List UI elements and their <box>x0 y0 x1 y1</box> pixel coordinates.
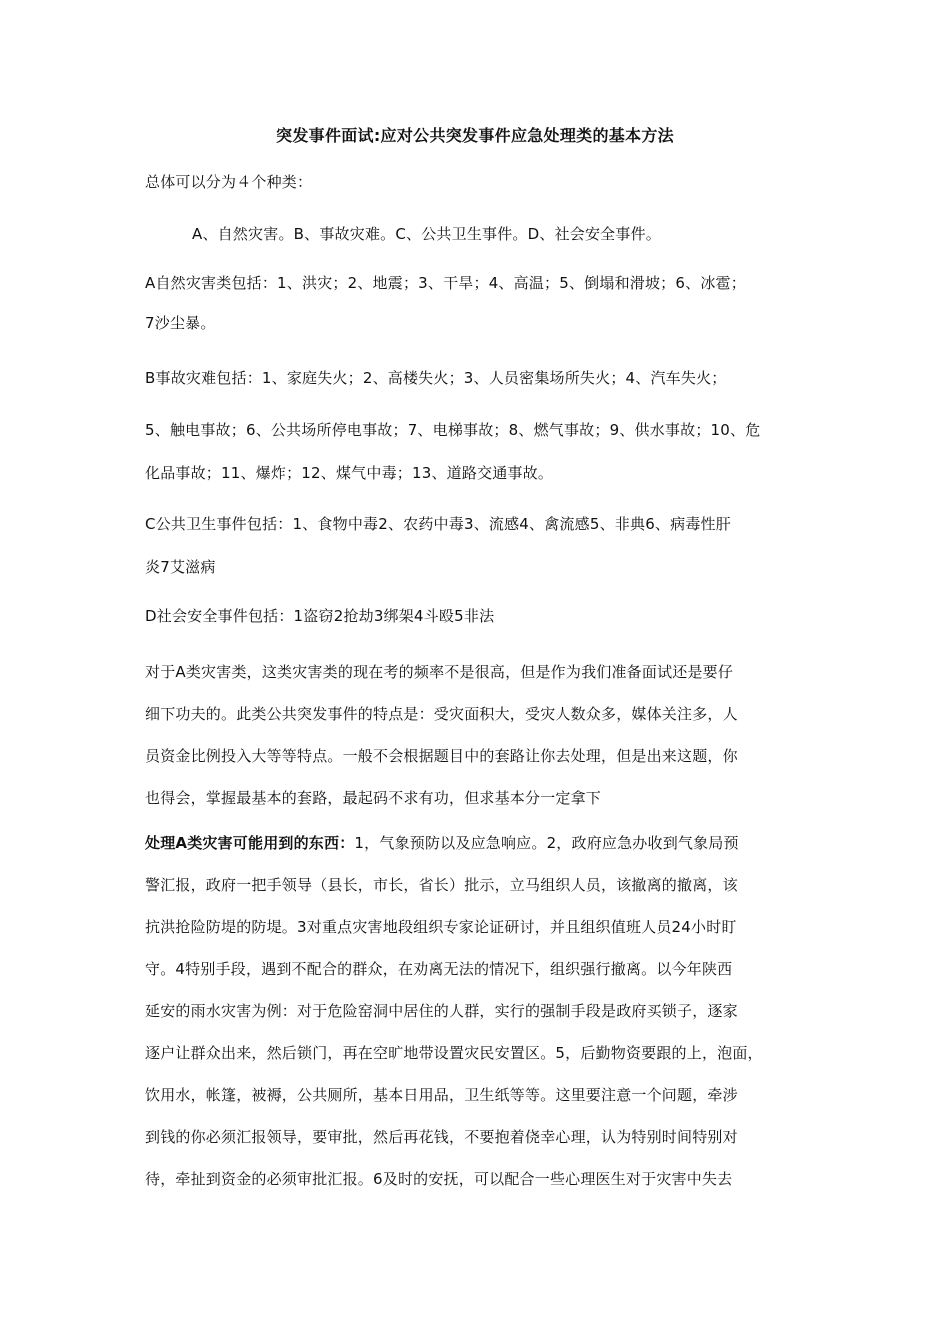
category-a-line-2: 7沙尘暴。 <box>145 314 216 332</box>
a-handling-line-8: 到钱的你必须汇报领导，要审批，然后再花钱，不要抱着侥幸心理，认为特别时间特别对 <box>145 1128 738 1146</box>
a-handling-lead: 处理A类灾害可能用到的东西： <box>145 834 355 852</box>
categories-paragraph <box>192 222 857 246</box>
intro-paragraph <box>145 170 810 194</box>
a-handling-line-7: 饮用水，帐篷，被褥，公共厕所，基本日用品，卫生纸等等。这里要注意一个问题，牵涉 <box>145 1086 738 1104</box>
category-b-heading-paragraph <box>145 366 810 390</box>
a-handling-line-3: 抗洪抢险防堤的防堤。3对重点灾害地段组织专家论证研讨，并且组织值班人员24小时盯 <box>145 918 737 936</box>
category-a-line-1: A自然灾害类包括：1、洪灾；2、地震；3、干旱；4、高温；5、倒塌和滑坡；6、冰雹； <box>145 274 746 292</box>
category-b-line-1: B事故灾难包括：1、家庭失火；2、高楼失火；3、人员密集场所失火；4、汽车失火； <box>145 369 727 387</box>
category-b-line-2: 5、触电事故；6、公共场所停电事故；7、电梯事故；8、燃气事故；9、供水事故；10、危 <box>145 421 761 439</box>
category-c-line-2: 炎7艾滋病 <box>145 558 216 576</box>
category-d-line: D社会安全事件包括：1盗窃2抢劫3绑架4斗殴5非法 <box>145 607 495 625</box>
category-c-paragraph <box>145 503 810 589</box>
category-b-line-3: 化品事故；11、爆炸；12、煤气中毒；13、道路交通事故。 <box>145 464 554 482</box>
a-handling-line-4: 守。4特别手段，遇到不配合的群众，在劝离无法的情况下，组织强行撤离。以今年陕西 <box>145 960 733 978</box>
a-analysis-paragraph <box>145 651 810 819</box>
category-a-paragraph <box>145 262 810 345</box>
a-handling-line-1-text: 1，气象预防以及应急响应。2，政府应急办收到气象局预 <box>354 834 739 852</box>
a-analysis-line-1: 对于A类灾害类，这类灾害类的现在考的频率不是很高，但是作为我们准备面试还是要仔 <box>145 663 734 681</box>
a-handling-line-6: 逐户让群众出来，然后锁门，再在空旷地带设置灾民安置区。5，后勤物资要跟的上，泡面， <box>145 1044 763 1062</box>
document-title: 突发事件面试:应对公共突发事件应急处理类的基本方法 <box>276 126 674 145</box>
intro-line: 总体可以分为４个种类： <box>145 173 313 191</box>
a-handling-paragraph <box>145 822 810 1200</box>
a-handling-line-5: 延安的雨水灾害为例：对于危险窑洞中居住的人群，实行的强制手段是政府买锁子，逐家 <box>145 1002 738 1020</box>
category-b-paragraph <box>145 409 810 495</box>
categories-line: A、自然灾害。B、事故灾难。C、公共卫生事件。D、社会安全事件。 <box>192 225 661 243</box>
a-handling-line-2: 警汇报，政府一把手领导（县长，市长，省长）批示，立马组织人员，该撤离的撤离，该 <box>145 876 738 894</box>
a-analysis-line-2: 细下功夫的。此类公共突发事件的特点是：受灾面积大，受灾人数众多，媒体关注多，人 <box>145 705 738 723</box>
a-analysis-line-4: 也得会，掌握最基本的套路，最起码不求有功，但求基本分一定拿下 <box>145 789 602 807</box>
category-c-line-1: C公共卫生事件包括：1、食物中毒2、农药中毒3、流感4、禽流感5、非典6、病毒性肝 <box>145 515 731 533</box>
category-d-paragraph <box>145 604 810 628</box>
a-handling-line-9: 待，牵扯到资金的必须审批汇报。6及时的安抚，可以配合一些心理医生对于灾害中失去 <box>145 1170 733 1188</box>
a-analysis-line-3: 员资金比例投入大等等特点。一般不会根据题目中的套路让你去处理，但是出来这题，你 <box>145 747 738 765</box>
a-handling-line-1 <box>145 822 810 864</box>
